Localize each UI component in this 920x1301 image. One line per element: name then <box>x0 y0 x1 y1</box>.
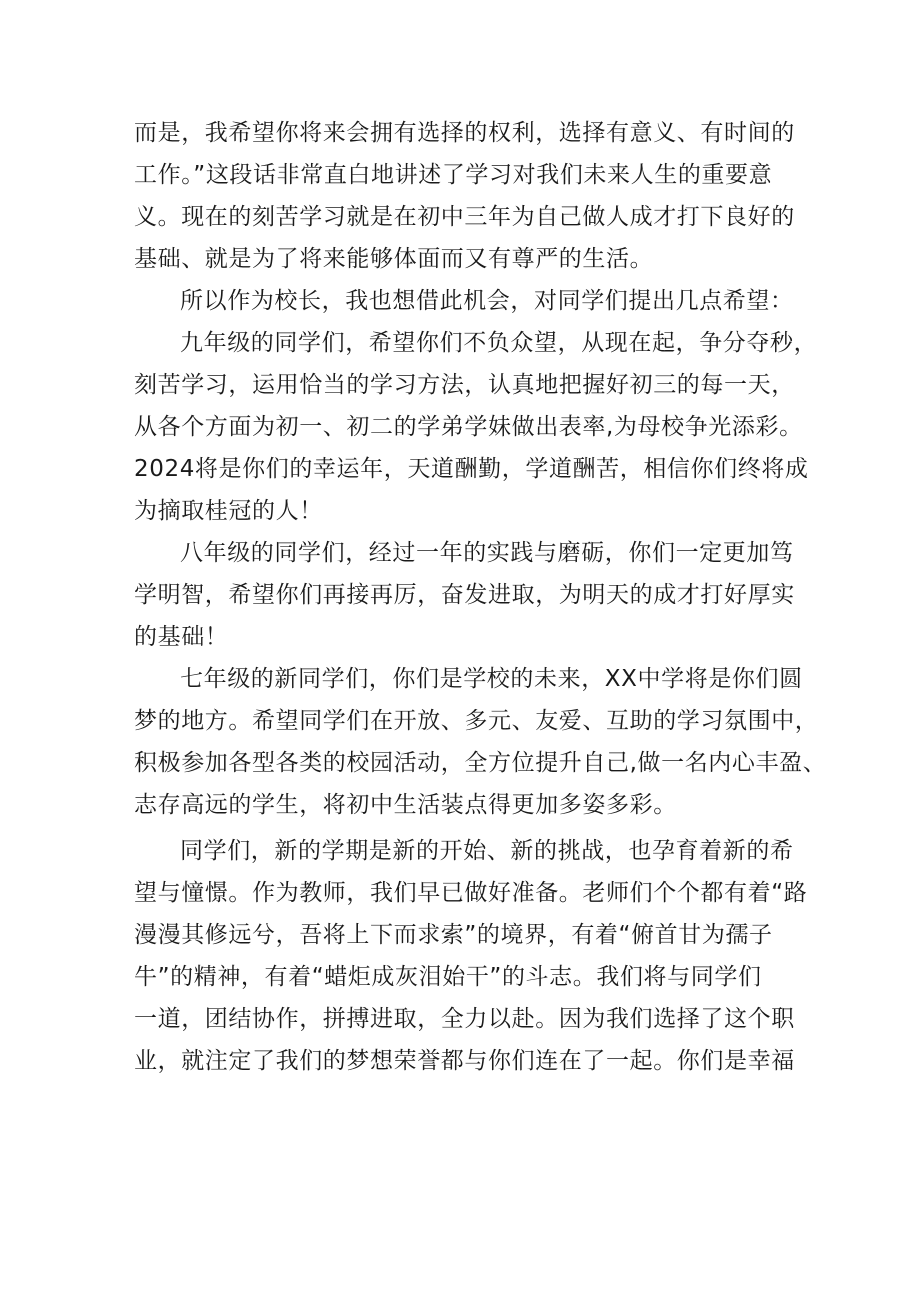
text-line: 为摘取桂冠的人！ <box>134 498 323 524</box>
text-line: 志存高远的学生，将初中生活装点得更加多姿多彩。 <box>134 792 677 818</box>
text-line: 漫漫其修远兮，吾将上下而求索”的境界，有着“俯首甘为孺子 <box>134 922 773 948</box>
text-line: 义。现在的刻苦学习就是在初中三年为自己做人成才打下良好的 <box>134 204 795 230</box>
text-line: 基础、就是为了将来能够体面而又有尊严的生活。 <box>134 246 654 272</box>
paragraph-first-line: 七年级的新同学们，你们是学校的未来，XX中学将是你们圆 <box>180 666 803 692</box>
text-line: 业，就注定了我们的梦想荣誉都与你们连在了一起。你们是幸福 <box>134 1048 795 1074</box>
text-line: 工作。”这段话非常直白地讲述了学习对我们未来人生的重要意 <box>134 162 773 188</box>
paragraph-first-line: 八年级的同学们，经过一年的实践与磨砺，你们一定更加笃 <box>180 540 794 566</box>
paragraph-first-line: 同学们，新的学期是新的开始、新的挑战，也孕育着新的希 <box>180 838 794 864</box>
text-line: 从各个方面为初一、初二的学弟学妹做出表率,为母校争光添彩。 <box>134 414 803 440</box>
text-line: 学明智，希望你们再接再厉，奋发进取，为明天的成才打好厚实 <box>134 582 795 608</box>
text-line: 积极参加各型各类的校园活动，全方位提升自己,做一名内心丰盈、 <box>134 750 827 776</box>
text-line: 而是，我希望你将来会拥有选择的权利，选择有意义、有时间的 <box>134 120 795 146</box>
text-line: 牛”的精神，有着“蜡炬成灰泪始干”的斗志。我们将与同学们 <box>134 964 762 990</box>
text-line: 望与憧憬。作为教师，我们早已做好准备。老师们个个都有着“路 <box>134 880 808 906</box>
document-body <box>134 112 827 1082</box>
paragraph-first-line: 所以作为校长，我也想借此机会，对同学们提出几点希望： <box>180 288 794 314</box>
paragraph-first-line: 九年级的同学们，希望你们不负众望，从现在起，争分夺秒， <box>180 330 818 356</box>
text-line: 刻苦学习，运用恰当的学习方法，认真地把握好初三的每一天， <box>134 372 795 398</box>
text-line: 梦的地方。希望同学们在开放、多元、友爱、互助的学习氛围中， <box>134 708 819 734</box>
text-line: 2024将是你们的幸运年，天道酬勤，学道酬苦，相信你们终将成 <box>134 456 809 482</box>
text-line: 的基础！ <box>134 624 229 650</box>
text-line: 一道，团结协作，拼搏进取，全力以赴。因为我们选择了这个职 <box>134 1006 795 1032</box>
